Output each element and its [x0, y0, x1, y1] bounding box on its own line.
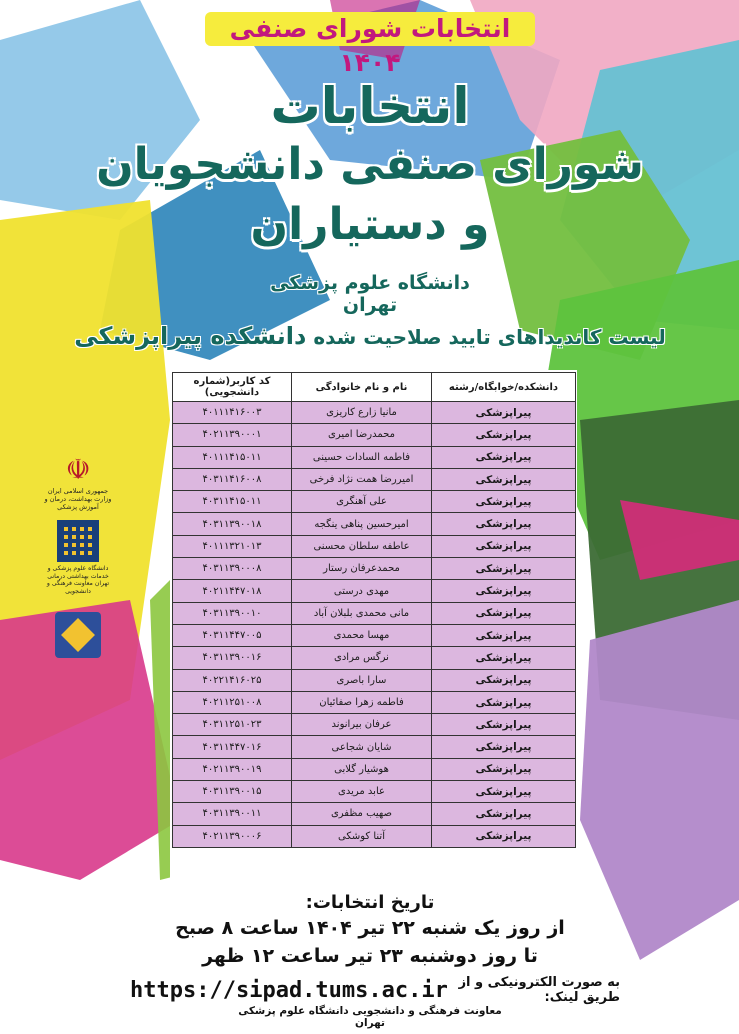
- row-code: ۴۰۳۱۱۳۹۰۰۱۱: [173, 803, 292, 825]
- row-name: عاطفه سلطان محسنی: [292, 535, 432, 557]
- row-code: ۴۰۳۱۱۳۹۰۰۰۸: [173, 558, 292, 580]
- table-row: [173, 513, 576, 535]
- row-name: مهدی درستی: [292, 580, 432, 602]
- row-name: فاطمه السادات حسینی: [292, 446, 432, 468]
- list-title-faculty: دانشکده پیراپزشکی: [74, 322, 307, 350]
- headline-residents: و دستیاران: [250, 199, 490, 250]
- row-name: نرگس مرادی: [292, 647, 432, 669]
- row-name: صهیب مظفری: [292, 803, 432, 825]
- row-code: ۴۰۲۱۱۳۹۰۰۰۱: [173, 424, 292, 446]
- ministry-logo: [42, 455, 114, 511]
- row-faculty: پیراپزشکی: [432, 647, 576, 669]
- table-row: [173, 580, 576, 602]
- row-faculty: پیراپزشکی: [432, 825, 576, 847]
- row-name: امیررضا همت نژاد فرخی: [292, 468, 432, 490]
- row-faculty: پیراپزشکی: [432, 758, 576, 780]
- table-row: [173, 803, 576, 825]
- row-code: ۴۰۳۱۱۴۴۷۰۰۵: [173, 624, 292, 646]
- row-faculty: پیراپزشکی: [432, 446, 576, 468]
- row-name: مانیا زارع کاریزی: [292, 402, 432, 424]
- table-row: [173, 691, 576, 713]
- university-caption: دانشگاه علوم پزشکی و خدمات بهداشتی درمانی تهران معاونت فرهنگی و دانشجویی: [46, 565, 110, 595]
- row-code: ۴۰۱۱۱۴۱۶۰۰۳: [173, 402, 292, 424]
- row-name: امیرحسین پناهی ینگجه: [292, 513, 432, 535]
- row-faculty: پیراپزشکی: [432, 491, 576, 513]
- row-code: ۴۰۱۱۱۴۱۵۰۱۱: [173, 446, 292, 468]
- row-faculty: پیراپزشکی: [432, 803, 576, 825]
- row-faculty: پیراپزشکی: [432, 580, 576, 602]
- row-name: عابد مریدی: [292, 781, 432, 803]
- row-code: ۴۰۳۱۱۳۹۰۰۱۰: [173, 602, 292, 624]
- row-name: مهسا محمدی: [292, 624, 432, 646]
- headline-elections: انتخابات: [270, 77, 470, 135]
- university-name: دانشگاه علوم پزشکی تهران: [270, 272, 470, 316]
- row-name: محمدعرفان رستار: [292, 558, 432, 580]
- row-faculty: پیراپزشکی: [432, 736, 576, 758]
- table-header-row: [173, 373, 576, 402]
- header-name: نام و نام خانوادگی: [292, 373, 432, 402]
- row-code: ۴۰۳۱۱۳۹۰۰۱۸: [173, 513, 292, 535]
- row-name: محمدرضا امیری: [292, 424, 432, 446]
- vote-link-line: [130, 975, 620, 1005]
- election-banner: انتخابات شورای صنفی ۱۴۰۴: [205, 12, 535, 46]
- office-name: معاونت فرهنگی و دانشجویی دانشگاه علوم پزشکی تهران: [238, 1005, 502, 1029]
- row-faculty: پیراپزشکی: [432, 535, 576, 557]
- row-faculty: پیراپزشکی: [432, 781, 576, 803]
- row-faculty: پیراپزشکی: [432, 424, 576, 446]
- ministry-caption: جمهوری اسلامی ایران وزارت بهداشت، درمان و آموزش پزشکی: [44, 487, 112, 511]
- vote-link-url[interactable]: https://sipad.tums.ac.ir: [130, 977, 448, 1003]
- table-row: [173, 602, 576, 624]
- row-code: ۴۰۳۱۱۳۹۰۰۱۵: [173, 781, 292, 803]
- row-code: ۴۰۳۱۱۳۹۰۰۱۶: [173, 647, 292, 669]
- row-code: ۴۰۱۱۱۳۲۱۰۱۳: [173, 535, 292, 557]
- table-row: [173, 624, 576, 646]
- row-code: ۴۰۲۲۱۴۱۶۰۲۵: [173, 669, 292, 691]
- candidate-list-title: [60, 322, 680, 350]
- row-name: سارا باصری: [292, 669, 432, 691]
- row-name: هوشیار گلابی: [292, 758, 432, 780]
- row-faculty: پیراپزشکی: [432, 714, 576, 736]
- row-name: فاطمه زهرا صفائیان: [292, 691, 432, 713]
- table-row: [173, 714, 576, 736]
- table-row: [173, 424, 576, 446]
- row-name: عرفان بیرانوند: [292, 714, 432, 736]
- row-code: ۴۰۳۱۱۴۱۵۰۱۱: [173, 491, 292, 513]
- candidates-table-container: [170, 370, 577, 888]
- vote-link-intro: به صورت الکترونیکی و از طریق لینک:: [458, 975, 620, 1005]
- culture-office-logo: [42, 612, 114, 658]
- table-row: [173, 758, 576, 780]
- election-date-heading: تاریخ انتخابات:: [305, 892, 435, 913]
- row-code: ۴۰۲۱۱۳۹۰۰۰۶: [173, 825, 292, 847]
- row-name: شایان شجاعی: [292, 736, 432, 758]
- row-name: مانی محمدی بلبلان آباد: [292, 602, 432, 624]
- row-code: ۴۰۳۱۱۴۱۶۰۰۸: [173, 468, 292, 490]
- table-row: [173, 825, 576, 847]
- row-faculty: پیراپزشکی: [432, 669, 576, 691]
- list-title-prefix: لیست کاندیداهای تایید صلاحیت شده: [313, 325, 666, 349]
- table-row: [173, 446, 576, 468]
- table-row: [173, 402, 576, 424]
- candidates-table: [172, 372, 576, 848]
- row-name: آتنا کوشکی: [292, 825, 432, 847]
- culture-office-logo-icon: [55, 612, 101, 658]
- table-row: [173, 736, 576, 758]
- row-faculty: پیراپزشکی: [432, 513, 576, 535]
- row-faculty: پیراپزشکی: [432, 558, 576, 580]
- table-row: [173, 468, 576, 490]
- row-code: ۴۰۲۱۱۳۹۰۰۱۹: [173, 758, 292, 780]
- iran-emblem-icon: ☫: [65, 453, 91, 486]
- tums-logo-icon: [57, 520, 99, 562]
- university-logo: [42, 520, 114, 595]
- election-end: تا روز دوشنبه ۲۳ تیر ساعت ۱۲ ظهر: [202, 945, 538, 967]
- table-row: [173, 647, 576, 669]
- header-faculty: دانشکده/خوابگاه/رشته: [432, 373, 576, 402]
- row-faculty: پیراپزشکی: [432, 624, 576, 646]
- row-faculty: پیراپزشکی: [432, 468, 576, 490]
- row-code: ۴۰۳۱۱۲۵۱۰۲۳: [173, 714, 292, 736]
- table-row: [173, 669, 576, 691]
- election-start: از روز یک شنبه ۲۲ تیر ۱۴۰۴ ساعت ۸ صبح: [175, 917, 565, 939]
- row-faculty: پیراپزشکی: [432, 402, 576, 424]
- headline-council: شورای صنفی دانشجویان: [96, 139, 644, 190]
- row-code: ۴۰۲۱۱۲۵۱۰۰۸: [173, 691, 292, 713]
- table-row: [173, 558, 576, 580]
- row-name: علی آهنگری: [292, 491, 432, 513]
- table-row: [173, 781, 576, 803]
- row-faculty: پیراپزشکی: [432, 602, 576, 624]
- header-code: کد کاربر(شماره دانشجویی): [173, 373, 292, 402]
- row-code: ۴۰۲۱۱۴۴۷۰۱۸: [173, 580, 292, 602]
- table-row: [173, 491, 576, 513]
- row-code: ۴۰۳۱۱۴۴۷۰۱۶: [173, 736, 292, 758]
- table-row: [173, 535, 576, 557]
- row-faculty: پیراپزشکی: [432, 691, 576, 713]
